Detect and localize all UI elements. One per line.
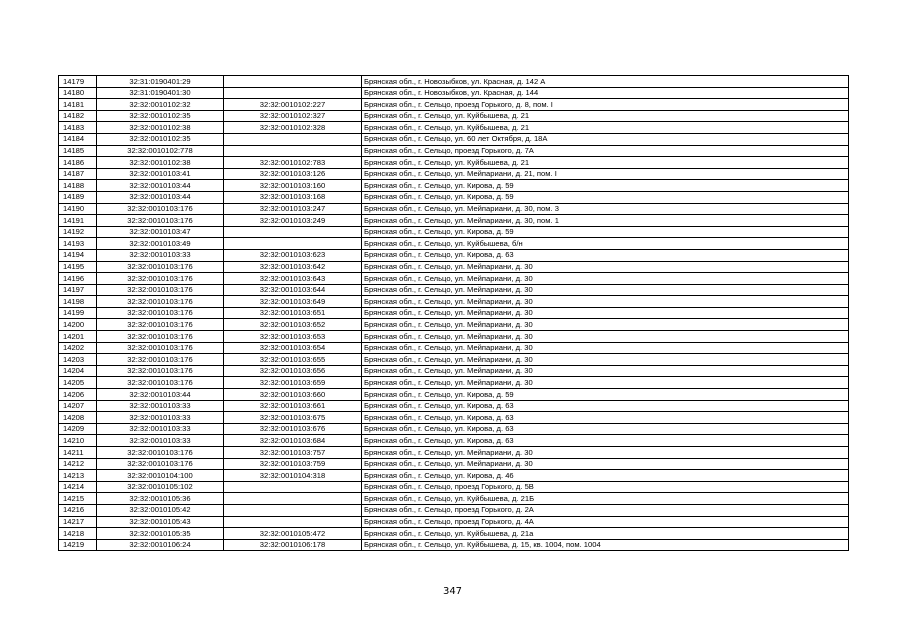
table-row bbox=[59, 400, 849, 412]
address-cell: Брянская обл., г. Сельцо, ул. Мейпариани, д. 30 bbox=[362, 377, 849, 389]
address-cell: Брянская обл., г. Сельцо, ул. Куйбышева, д. 21 bbox=[362, 110, 849, 122]
parcel-cadastral-number-cell: 32:32:0010103:176 bbox=[97, 296, 224, 308]
object-cadastral-number-cell bbox=[224, 133, 362, 145]
row-number-cell: 14214 bbox=[59, 481, 97, 493]
table-row bbox=[59, 342, 849, 354]
address-cell: Брянская обл., г. Новозыбков, ул. Красная, д. 142 А bbox=[362, 76, 849, 88]
object-cadastral-number-cell: 32:32:0010102:783 bbox=[224, 157, 362, 169]
parcel-cadastral-number-cell: 32:32:0010105:102 bbox=[97, 481, 224, 493]
parcel-cadastral-number-cell: 32:32:0010103:33 bbox=[97, 423, 224, 435]
object-cadastral-number-cell bbox=[224, 238, 362, 250]
row-number-cell: 14219 bbox=[59, 539, 97, 551]
object-cadastral-number-cell bbox=[224, 76, 362, 88]
object-cadastral-number-cell: 32:32:0010103:659 bbox=[224, 377, 362, 389]
table-row bbox=[59, 122, 849, 134]
parcel-cadastral-number-cell: 32:32:0010103:176 bbox=[97, 261, 224, 273]
table-row bbox=[59, 528, 849, 540]
object-cadastral-number-cell: 32:32:0010103:655 bbox=[224, 354, 362, 366]
row-number-cell: 14197 bbox=[59, 284, 97, 296]
row-number-cell: 14218 bbox=[59, 528, 97, 540]
row-number-cell: 14204 bbox=[59, 365, 97, 377]
parcel-cadastral-number-cell: 32:32:0010103:176 bbox=[97, 458, 224, 470]
table-row bbox=[59, 504, 849, 516]
address-cell: Брянская обл., г. Сельцо, ул. Мейпариани, д. 30, пом. 3 bbox=[362, 203, 849, 215]
parcel-cadastral-number-cell: 32:32:0010103:176 bbox=[97, 319, 224, 331]
address-cell: Брянская обл., г. Сельцо, ул. Кирова, д. 63 bbox=[362, 423, 849, 435]
object-cadastral-number-cell bbox=[224, 493, 362, 505]
address-cell: Брянская обл., г. Сельцо, ул. Кирова, д. 63 bbox=[362, 435, 849, 447]
object-cadastral-number-cell: 32:32:0010103:249 bbox=[224, 215, 362, 227]
address-cell: Брянская обл., г. Сельцо, ул. Кирова, д. 63 bbox=[362, 400, 849, 412]
object-cadastral-number-cell bbox=[224, 504, 362, 516]
row-number-cell: 14196 bbox=[59, 273, 97, 285]
table-row bbox=[59, 226, 849, 238]
table-row bbox=[59, 110, 849, 122]
table-row bbox=[59, 273, 849, 285]
table-row bbox=[59, 296, 849, 308]
address-cell: Брянская обл., г. Сельцо, проезд Горького, д. 2А bbox=[362, 504, 849, 516]
address-cell: Брянская обл., г. Сельцо, ул. Мейпариани, д. 21, пом. I bbox=[362, 168, 849, 180]
parcel-cadastral-number-cell: 32:31:0190401:30 bbox=[97, 87, 224, 99]
row-number-cell: 14194 bbox=[59, 249, 97, 261]
row-number-cell: 14189 bbox=[59, 191, 97, 203]
address-cell: Брянская обл., г. Сельцо, проезд Горького, д. 8, пом. I bbox=[362, 99, 849, 111]
parcel-cadastral-number-cell: 32:32:0010103:33 bbox=[97, 400, 224, 412]
object-cadastral-number-cell: 32:32:0010103:656 bbox=[224, 365, 362, 377]
parcel-cadastral-number-cell: 32:32:0010102:35 bbox=[97, 110, 224, 122]
row-number-cell: 14212 bbox=[59, 458, 97, 470]
table-row bbox=[59, 145, 849, 157]
parcel-cadastral-number-cell: 32:32:0010103:176 bbox=[97, 203, 224, 215]
row-number-cell: 14193 bbox=[59, 238, 97, 250]
row-number-cell: 14185 bbox=[59, 145, 97, 157]
table-row bbox=[59, 191, 849, 203]
parcel-cadastral-number-cell: 32:32:0010105:42 bbox=[97, 504, 224, 516]
table-row bbox=[59, 249, 849, 261]
address-cell: Брянская обл., г. Сельцо, ул. Кирова, д. 59 bbox=[362, 389, 849, 401]
table-row bbox=[59, 516, 849, 528]
row-number-cell: 14206 bbox=[59, 389, 97, 401]
parcel-cadastral-number-cell: 32:32:0010103:33 bbox=[97, 412, 224, 424]
page-number: 347 bbox=[442, 586, 463, 597]
table-row bbox=[59, 423, 849, 435]
parcel-cadastral-number-cell: 32:32:0010103:176 bbox=[97, 365, 224, 377]
object-cadastral-number-cell: 32:32:0010103:660 bbox=[224, 389, 362, 401]
object-cadastral-number-cell: 32:32:0010103:759 bbox=[224, 458, 362, 470]
object-cadastral-number-cell: 32:32:0010103:653 bbox=[224, 331, 362, 343]
row-number-cell: 14211 bbox=[59, 447, 97, 459]
table-row bbox=[59, 76, 849, 88]
row-number-cell: 14190 bbox=[59, 203, 97, 215]
registry-table bbox=[58, 75, 849, 551]
row-number-cell: 14188 bbox=[59, 180, 97, 192]
parcel-cadastral-number-cell: 32:32:0010102:35 bbox=[97, 133, 224, 145]
address-cell: Брянская обл., г. Сельцо, ул. Мейпариани, д. 30 bbox=[362, 331, 849, 343]
object-cadastral-number-cell bbox=[224, 226, 362, 238]
address-cell: Брянская обл., г. Сельцо, ул. Мейпариани, д. 30 bbox=[362, 273, 849, 285]
object-cadastral-number-cell: 32:32:0010103:651 bbox=[224, 307, 362, 319]
address-cell: Брянская обл., г. Сельцо, ул. Кирова, д. 59 bbox=[362, 226, 849, 238]
object-cadastral-number-cell: 32:32:0010103:247 bbox=[224, 203, 362, 215]
parcel-cadastral-number-cell: 32:32:0010103:41 bbox=[97, 168, 224, 180]
row-number-cell: 14187 bbox=[59, 168, 97, 180]
parcel-cadastral-number-cell: 32:32:0010106:24 bbox=[97, 539, 224, 551]
row-number-cell: 14213 bbox=[59, 470, 97, 482]
table-row bbox=[59, 493, 849, 505]
address-cell: Брянская обл., г. Сельцо, проезд Горького, д. 4А bbox=[362, 516, 849, 528]
address-cell: Брянская обл., г. Сельцо, ул. Мейпариани, д. 30 bbox=[362, 354, 849, 366]
object-cadastral-number-cell: 32:32:0010103:675 bbox=[224, 412, 362, 424]
object-cadastral-number-cell: 32:32:0010103:642 bbox=[224, 261, 362, 273]
table-row bbox=[59, 458, 849, 470]
table-row bbox=[59, 180, 849, 192]
table-row bbox=[59, 215, 849, 227]
object-cadastral-number-cell: 32:32:0010103:168 bbox=[224, 191, 362, 203]
parcel-cadastral-number-cell: 32:32:0010103:47 bbox=[97, 226, 224, 238]
address-cell: Брянская обл., г. Сельцо, ул. Мейпариани, д. 30 bbox=[362, 319, 849, 331]
row-number-cell: 14184 bbox=[59, 133, 97, 145]
parcel-cadastral-number-cell: 32:32:0010102:32 bbox=[97, 99, 224, 111]
table-row bbox=[59, 168, 849, 180]
table-row bbox=[59, 377, 849, 389]
row-number-cell: 14181 bbox=[59, 99, 97, 111]
address-cell: Брянская обл., г. Сельцо, ул. Мейпариани, д. 30 bbox=[362, 261, 849, 273]
address-cell: Брянская обл., г. Сельцо, ул. Мейпариани, д. 30 bbox=[362, 458, 849, 470]
address-cell: Брянская обл., г. Сельцо, ул. Куйбышева, д. 21 bbox=[362, 122, 849, 134]
parcel-cadastral-number-cell: 32:32:0010103:176 bbox=[97, 354, 224, 366]
table-row bbox=[59, 203, 849, 215]
address-cell: Брянская обл., г. Сельцо, ул. 60 лет Октября, д. 18А bbox=[362, 133, 849, 145]
parcel-cadastral-number-cell: 32:32:0010103:176 bbox=[97, 284, 224, 296]
table-row bbox=[59, 447, 849, 459]
table-row bbox=[59, 481, 849, 493]
row-number-cell: 14182 bbox=[59, 110, 97, 122]
parcel-cadastral-number-cell: 32:32:0010103:176 bbox=[97, 331, 224, 343]
address-cell: Брянская обл., г. Сельцо, ул. Мейпариани, д. 30 bbox=[362, 365, 849, 377]
object-cadastral-number-cell: 32:32:0010103:757 bbox=[224, 447, 362, 459]
address-cell: Брянская обл., г. Сельцо, ул. Кирова, д. 59 bbox=[362, 191, 849, 203]
row-number-cell: 14195 bbox=[59, 261, 97, 273]
row-number-cell: 14203 bbox=[59, 354, 97, 366]
address-cell: Брянская обл., г. Сельцо, ул. Куйбышева, д. 21Б bbox=[362, 493, 849, 505]
parcel-cadastral-number-cell: 32:32:0010103:44 bbox=[97, 191, 224, 203]
address-cell: Брянская обл., г. Сельцо, ул. Мейпариани, д. 30 bbox=[362, 284, 849, 296]
table-row bbox=[59, 238, 849, 250]
table-row bbox=[59, 157, 849, 169]
row-number-cell: 14207 bbox=[59, 400, 97, 412]
parcel-cadastral-number-cell: 32:32:0010103:176 bbox=[97, 215, 224, 227]
row-number-cell: 14183 bbox=[59, 122, 97, 134]
table-row bbox=[59, 539, 849, 551]
table-row bbox=[59, 435, 849, 447]
row-number-cell: 14180 bbox=[59, 87, 97, 99]
object-cadastral-number-cell: 32:32:0010102:227 bbox=[224, 99, 362, 111]
row-number-cell: 14217 bbox=[59, 516, 97, 528]
table-row bbox=[59, 319, 849, 331]
table-row bbox=[59, 470, 849, 482]
row-number-cell: 14216 bbox=[59, 504, 97, 516]
parcel-cadastral-number-cell: 32:32:0010105:36 bbox=[97, 493, 224, 505]
object-cadastral-number-cell: 32:32:0010103:623 bbox=[224, 249, 362, 261]
row-number-cell: 14179 bbox=[59, 76, 97, 88]
parcel-cadastral-number-cell: 32:32:0010102:778 bbox=[97, 145, 224, 157]
object-cadastral-number-cell: 32:32:0010103:126 bbox=[224, 168, 362, 180]
parcel-cadastral-number-cell: 32:32:0010103:176 bbox=[97, 273, 224, 285]
object-cadastral-number-cell: 32:32:0010106:178 bbox=[224, 539, 362, 551]
parcel-cadastral-number-cell: 32:32:0010103:176 bbox=[97, 342, 224, 354]
address-cell: Брянская обл., г. Сельцо, ул. Куйбышева, д. 15, кв. 1004, пом. 1004 bbox=[362, 539, 849, 551]
parcel-cadastral-number-cell: 32:32:0010103:44 bbox=[97, 389, 224, 401]
table-row bbox=[59, 389, 849, 401]
object-cadastral-number-cell: 32:32:0010102:328 bbox=[224, 122, 362, 134]
object-cadastral-number-cell: 32:32:0010103:644 bbox=[224, 284, 362, 296]
object-cadastral-number-cell: 32:32:0010104:318 bbox=[224, 470, 362, 482]
parcel-cadastral-number-cell: 32:32:0010102:38 bbox=[97, 157, 224, 169]
object-cadastral-number-cell: 32:32:0010103:684 bbox=[224, 435, 362, 447]
address-cell: Брянская обл., г. Сельцо, ул. Мейпариани, д. 30 bbox=[362, 307, 849, 319]
table-row bbox=[59, 99, 849, 111]
parcel-cadastral-number-cell: 32:32:0010103:33 bbox=[97, 249, 224, 261]
table-row bbox=[59, 365, 849, 377]
object-cadastral-number-cell bbox=[224, 481, 362, 493]
parcel-cadastral-number-cell: 32:32:0010103:176 bbox=[97, 447, 224, 459]
object-cadastral-number-cell: 32:32:0010103:649 bbox=[224, 296, 362, 308]
object-cadastral-number-cell bbox=[224, 87, 362, 99]
address-cell: Брянская обл., г. Сельцо, ул. Мейпариани, д. 30, пом. 1 bbox=[362, 215, 849, 227]
address-cell: Брянская обл., г. Сельцо, ул. Мейпариани, д. 30 bbox=[362, 342, 849, 354]
parcel-cadastral-number-cell: 32:32:0010104:100 bbox=[97, 470, 224, 482]
row-number-cell: 14186 bbox=[59, 157, 97, 169]
table-row bbox=[59, 354, 849, 366]
parcel-cadastral-number-cell: 32:32:0010103:176 bbox=[97, 377, 224, 389]
table-row bbox=[59, 87, 849, 99]
row-number-cell: 14215 bbox=[59, 493, 97, 505]
parcel-cadastral-number-cell: 32:32:0010105:43 bbox=[97, 516, 224, 528]
object-cadastral-number-cell bbox=[224, 145, 362, 157]
address-cell: Брянская обл., г. Сельцо, ул. Куйбышева, д. 21 bbox=[362, 157, 849, 169]
parcel-cadastral-number-cell: 32:32:0010102:38 bbox=[97, 122, 224, 134]
registry-table-body bbox=[59, 76, 849, 551]
table-row bbox=[59, 331, 849, 343]
address-cell: Брянская обл., г. Сельцо, ул. Кирова, д. 59 bbox=[362, 180, 849, 192]
address-cell: Брянская обл., г. Сельцо, ул. Куйбышева, д. 21а bbox=[362, 528, 849, 540]
table-row bbox=[59, 412, 849, 424]
row-number-cell: 14191 bbox=[59, 215, 97, 227]
row-number-cell: 14202 bbox=[59, 342, 97, 354]
address-cell: Брянская обл., г. Сельцо, ул. Мейпариани, д. 30 bbox=[362, 296, 849, 308]
object-cadastral-number-cell: 32:32:0010103:652 bbox=[224, 319, 362, 331]
parcel-cadastral-number-cell: 32:32:0010103:176 bbox=[97, 307, 224, 319]
object-cadastral-number-cell: 32:32:0010103:160 bbox=[224, 180, 362, 192]
address-cell: Брянская обл., г. Новозыбков, ул. Красная, д. 144 bbox=[362, 87, 849, 99]
object-cadastral-number-cell bbox=[224, 516, 362, 528]
parcel-cadastral-number-cell: 32:31:0190401:29 bbox=[97, 76, 224, 88]
parcel-cadastral-number-cell: 32:32:0010103:44 bbox=[97, 180, 224, 192]
object-cadastral-number-cell: 32:32:0010102:327 bbox=[224, 110, 362, 122]
object-cadastral-number-cell: 32:32:0010103:654 bbox=[224, 342, 362, 354]
row-number-cell: 14200 bbox=[59, 319, 97, 331]
address-cell: Брянская обл., г. Сельцо, ул. Мейпариани, д. 30 bbox=[362, 447, 849, 459]
object-cadastral-number-cell: 32:32:0010105:472 bbox=[224, 528, 362, 540]
row-number-cell: 14198 bbox=[59, 296, 97, 308]
table-row bbox=[59, 284, 849, 296]
row-number-cell: 14209 bbox=[59, 423, 97, 435]
row-number-cell: 14208 bbox=[59, 412, 97, 424]
row-number-cell: 14201 bbox=[59, 331, 97, 343]
address-cell: Брянская обл., г. Сельцо, ул. Кирова, д. 63 bbox=[362, 249, 849, 261]
row-number-cell: 14210 bbox=[59, 435, 97, 447]
table-row bbox=[59, 133, 849, 145]
object-cadastral-number-cell: 32:32:0010103:661 bbox=[224, 400, 362, 412]
parcel-cadastral-number-cell: 32:32:0010103:49 bbox=[97, 238, 224, 250]
address-cell: Брянская обл., г. Сельцо, ул. Кирова, д. 63 bbox=[362, 412, 849, 424]
object-cadastral-number-cell: 32:32:0010103:643 bbox=[224, 273, 362, 285]
table-row bbox=[59, 261, 849, 273]
object-cadastral-number-cell: 32:32:0010103:676 bbox=[224, 423, 362, 435]
parcel-cadastral-number-cell: 32:32:0010103:33 bbox=[97, 435, 224, 447]
row-number-cell: 14192 bbox=[59, 226, 97, 238]
address-cell: Брянская обл., г. Сельцо, ул. Кирова, д. 46 bbox=[362, 470, 849, 482]
address-cell: Брянская обл., г. Сельцо, проезд Горького, д. 5В bbox=[362, 481, 849, 493]
address-cell: Брянская обл., г. Сельцо, проезд Горького, д. 7А bbox=[362, 145, 849, 157]
parcel-cadastral-number-cell: 32:32:0010105:35 bbox=[97, 528, 224, 540]
row-number-cell: 14199 bbox=[59, 307, 97, 319]
table-row bbox=[59, 307, 849, 319]
address-cell: Брянская обл., г. Сельцо, ул. Куйбышева, б/н bbox=[362, 238, 849, 250]
row-number-cell: 14205 bbox=[59, 377, 97, 389]
